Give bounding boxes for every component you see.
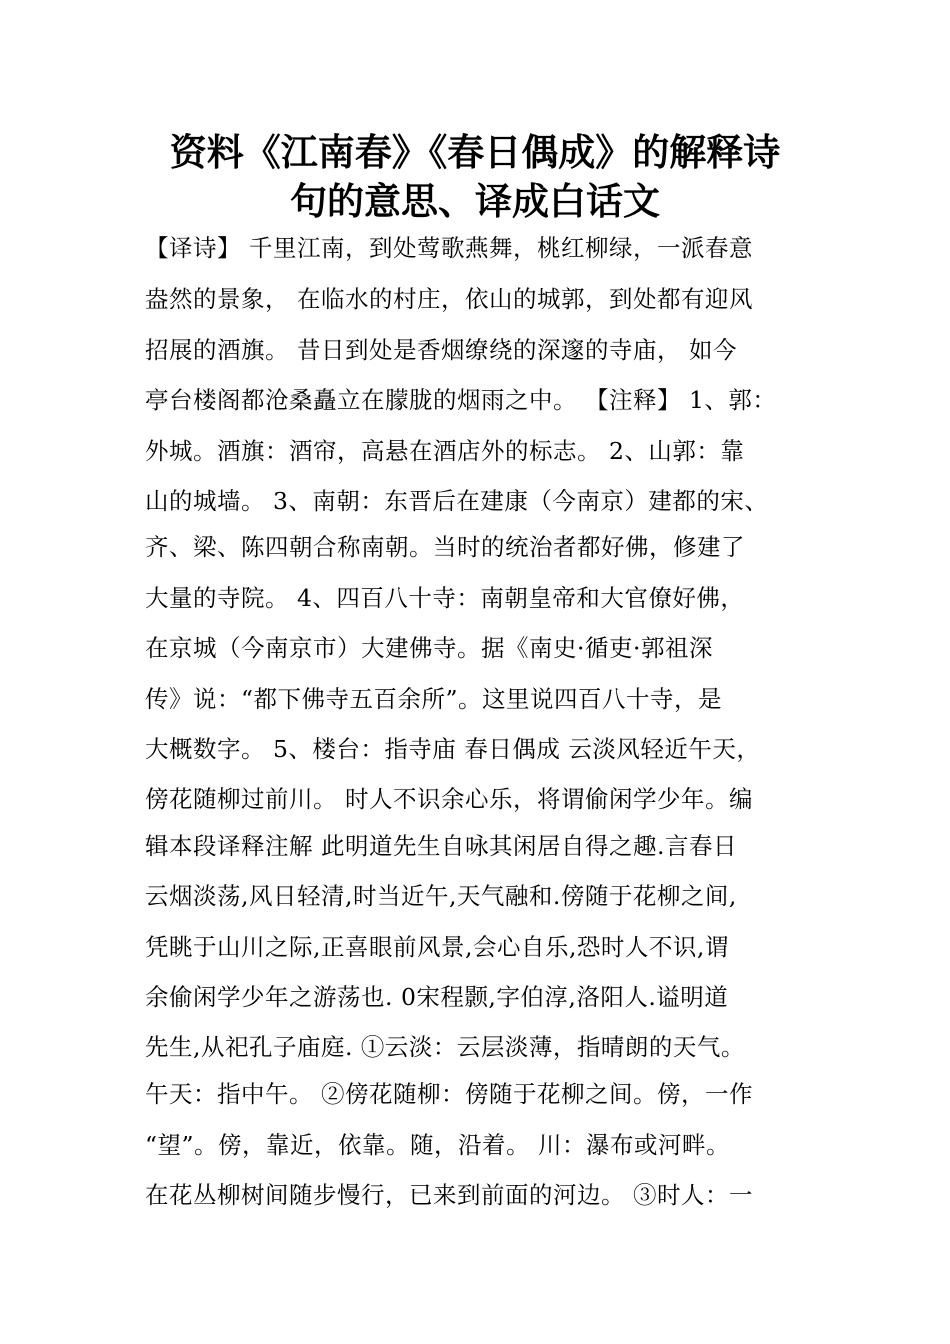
body-text-line: 亭台楼阁都沧桑矗立在朦胧的烟雨之中。 【注释】 1、郭： <box>145 386 777 414</box>
body-text-line: 云烟淡荡,风日轻清,时当近午,天气融和.傍随于花柳之间, <box>145 882 737 910</box>
body-text-line: 盎然的景象， 在临水的村庄，依山的城郭，到处都有迎风 <box>145 285 753 313</box>
body-text-line: 齐、梁、陈四朝合称南朝。当时的统治者都好佛，修建了 <box>145 533 745 561</box>
document-title-line-1: 资料《江南春》《春日偶成》的解释诗 <box>169 131 781 174</box>
body-text-line: 在京城（今南京市）大建佛寺。据《南史·循吏·郭祖深 <box>145 634 713 662</box>
body-text-line: 傍花随柳过前川。 时人不识余心乐，将谓偷闲学少年。编 <box>145 785 753 813</box>
document-title-line-2: 句的意思、译成白话文 <box>290 180 660 223</box>
body-text-line: 【译诗】 千里江南，到处莺歌燕舞，桃红柳绿，一派春意 <box>145 234 753 262</box>
body-text-line: 传》说：“都下佛寺五百余所”。这里说四百八十寺，是 <box>145 685 723 713</box>
body-text-line: 山的城墙。 3、南朝：东晋后在建康（今南京）建都的宋、 <box>145 487 769 515</box>
body-text-line: 大量的寺院。 4、四百八十寺：南朝皇帝和大官僚好佛， <box>145 584 745 612</box>
body-text-line: 余偷闲学少年之游荡也. 0宋程颢,字伯淳,洛阳人.谥明道 <box>145 983 729 1011</box>
body-text-line: “望”。傍，靠近，依靠。随，沿着。 川：瀑布或河畔。 <box>145 1131 730 1159</box>
body-text-line: 午天：指中午。 ②傍花随柳：傍随于花柳之间。傍，一作 <box>145 1080 753 1108</box>
body-text-line: 大概数字。 5、楼台：指寺庙 春日偶成 云淡风轻近午天， <box>145 735 761 763</box>
body-text-line: 在花丛柳树间随步慢行，已来到前面的河边。 ③时人：一 <box>145 1181 753 1209</box>
body-text-line: 招展的酒旗。 昔日到处是香烟缭绕的深邃的寺庙， 如今 <box>145 336 737 364</box>
body-text-line: 先生,从祀孔子庙庭. ①云淡：云层淡薄，指晴朗的天气。 <box>145 1033 745 1061</box>
body-text-line: 辑本段译释注解 此明道先生自咏其闲居自得之趣.言春日 <box>145 832 737 860</box>
body-text-line: 凭眺于山川之际,正喜眼前风景,会心自乐,恐时人不识,谓 <box>145 933 729 961</box>
body-text-line: 外城。酒旗：酒帘，高悬在酒店外的标志。 2、山郭：靠 <box>145 437 745 465</box>
